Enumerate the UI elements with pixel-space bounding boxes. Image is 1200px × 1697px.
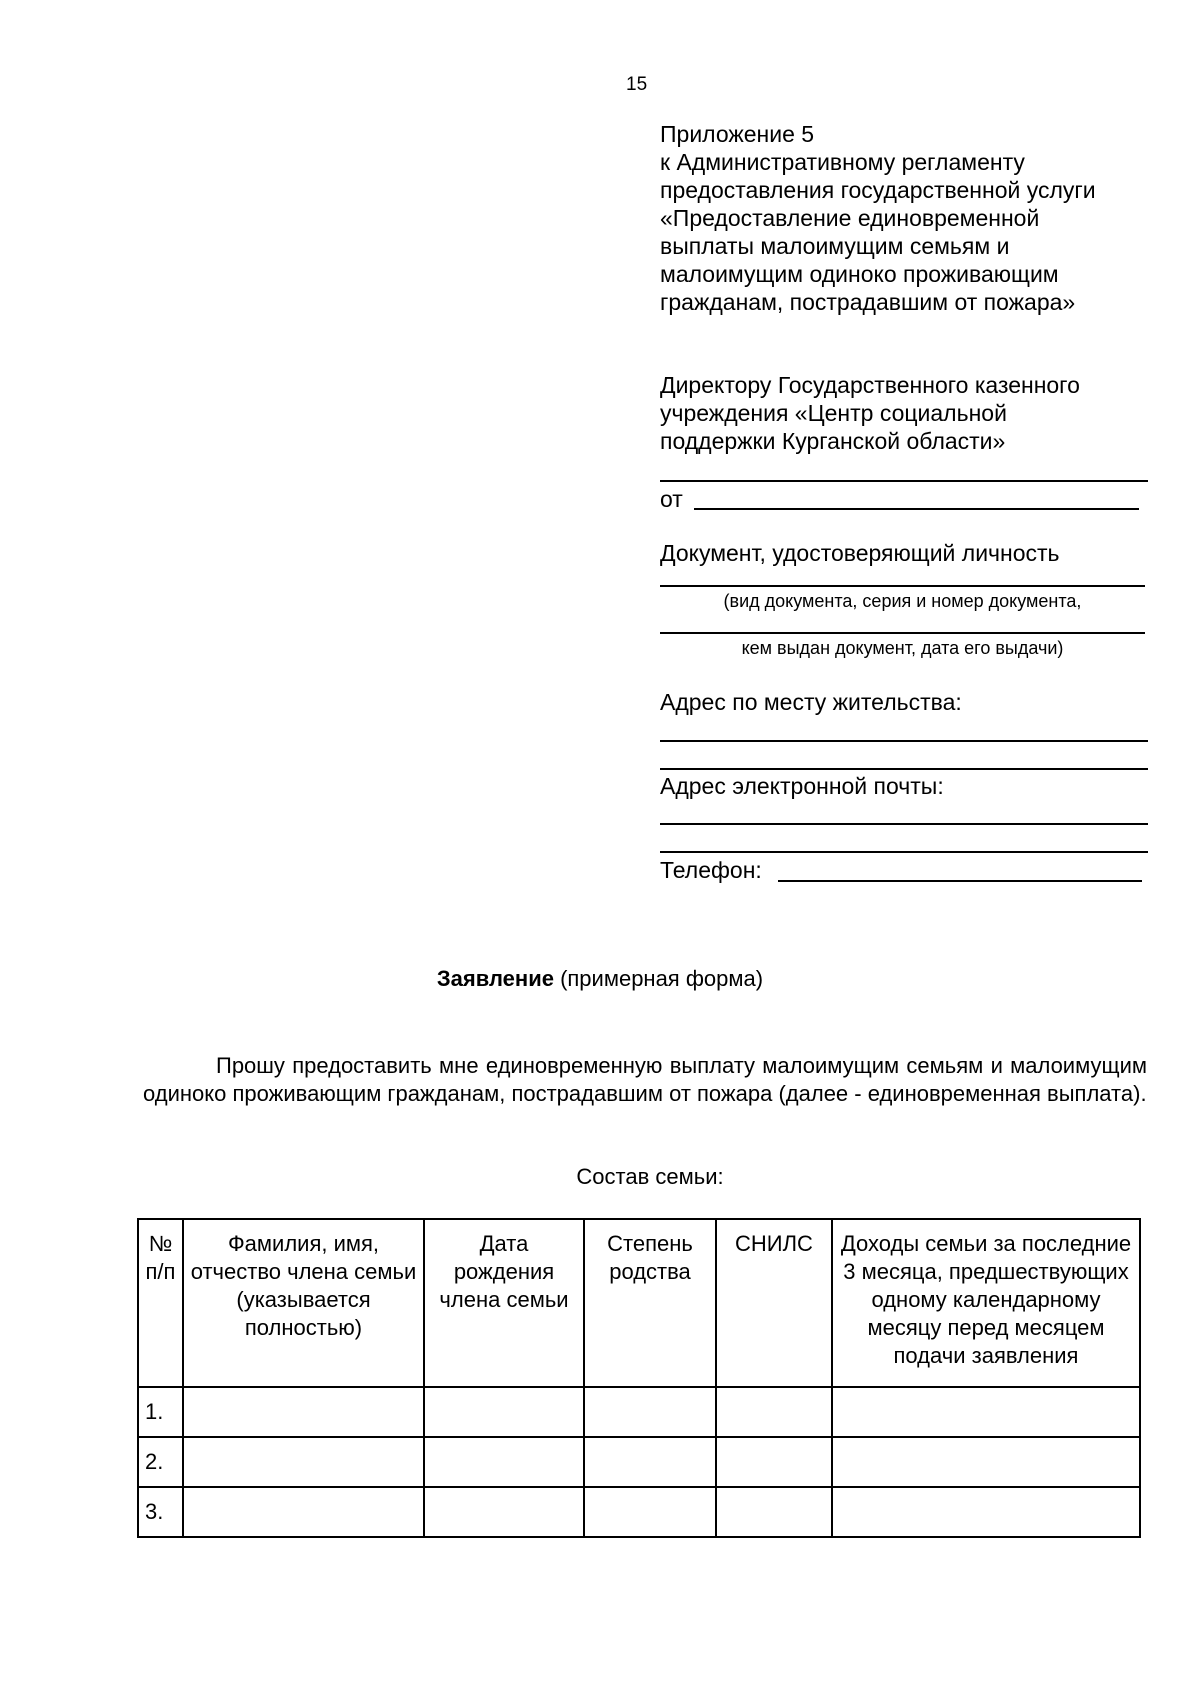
table-header-row — [138, 1219, 1140, 1387]
name-cell[interactable] — [183, 1487, 424, 1537]
title-bold: Заявление — [436, 966, 554, 991]
appendix-line: Приложение 5 — [660, 121, 815, 147]
relationship-cell[interactable] — [584, 1437, 716, 1487]
addressee-line: учреждения «Центр социальной — [660, 400, 1007, 426]
appendix-line: «Предоставление единовременной — [660, 205, 1040, 231]
identity-note-2: кем выдан документ, дата его выдачи) — [741, 638, 1064, 658]
identity-label: Документ, удостоверяющий личность — [660, 540, 1060, 566]
header-number: № п/п — [138, 1219, 183, 1387]
header-income: Доходы семьи за последние 3 месяца, предшествующих одному календарному месяцу перед месяцем подачи заявления — [832, 1219, 1140, 1387]
income-cell[interactable] — [832, 1387, 1140, 1437]
identity-blank-line-2[interactable] — [660, 632, 1145, 634]
appendix-line: предоставления государственной услуги — [660, 177, 1096, 203]
table-row — [138, 1437, 1140, 1487]
appendix-line: к Административному регламенту — [660, 149, 1025, 175]
identity-note-1: (вид документа, серия и номер документа, — [723, 591, 1082, 611]
table-row — [138, 1487, 1140, 1537]
birth-date-cell[interactable] — [424, 1387, 584, 1437]
header-snils: СНИЛС — [716, 1219, 832, 1387]
snils-cell[interactable] — [716, 1487, 832, 1537]
email-label: Адрес электронной почты: — [660, 773, 944, 799]
row-number: 1. — [138, 1387, 183, 1437]
birth-date-cell[interactable] — [424, 1487, 584, 1537]
header-birth-date: Дата рождения члена семьи — [424, 1219, 584, 1387]
addressee-line: Директору Государственного казенного — [660, 372, 1080, 398]
appendix-line: гражданам, пострадавшим от пожара» — [660, 289, 1076, 315]
email-blank-line-2[interactable] — [660, 851, 1148, 853]
family-caption: Состав семьи: — [576, 1164, 724, 1189]
row-number: 3. — [138, 1487, 183, 1537]
relationship-cell[interactable] — [584, 1387, 716, 1437]
snils-cell[interactable] — [716, 1387, 832, 1437]
header-full-name: Фамилия, имя, отчество члена семьи (указывается полностью) — [183, 1219, 424, 1387]
header-relationship: Степень родства — [584, 1219, 716, 1387]
request-paragraph: Прошу предоставить мне единовременную выплату малоимущим семьям и малоимущим одиноко проживающим гражданам, пострадавшим от пожара (далее - единовременная выплата). — [143, 1053, 1147, 1106]
family-table — [137, 1218, 1141, 1538]
table-row — [138, 1387, 1140, 1437]
name-cell[interactable] — [183, 1437, 424, 1487]
phone-label: Телефон: — [660, 857, 762, 883]
snils-cell[interactable] — [716, 1437, 832, 1487]
address-blank-line-1[interactable] — [660, 740, 1148, 742]
addressee-block — [660, 371, 1150, 455]
document-title — [0, 966, 1200, 992]
addressee-line: поддержки Курганской области» — [660, 428, 1006, 454]
relationship-cell[interactable] — [584, 1487, 716, 1537]
address-label: Адрес по месту жительства: — [660, 689, 962, 715]
income-cell[interactable] — [832, 1437, 1140, 1487]
addressee-blank-line[interactable] — [660, 480, 1148, 482]
from-label: от — [660, 486, 683, 512]
birth-date-cell[interactable] — [424, 1437, 584, 1487]
income-cell[interactable] — [832, 1487, 1140, 1537]
appendix-line: выплаты малоимущим семьям и — [660, 233, 1010, 259]
page-number: 15 — [626, 74, 648, 95]
row-number: 2. — [138, 1437, 183, 1487]
appendix-heading — [660, 120, 1150, 316]
name-cell[interactable] — [183, 1387, 424, 1437]
identity-blank-line-1[interactable] — [660, 585, 1145, 587]
title-rest: (примерная форма) — [553, 966, 764, 991]
address-blank-line-2[interactable] — [660, 768, 1148, 770]
appendix-line: малоимущим одиноко проживающим — [660, 261, 1059, 287]
from-blank-line[interactable] — [694, 508, 1139, 510]
phone-blank-line[interactable] — [778, 880, 1142, 882]
email-blank-line-1[interactable] — [660, 823, 1148, 825]
